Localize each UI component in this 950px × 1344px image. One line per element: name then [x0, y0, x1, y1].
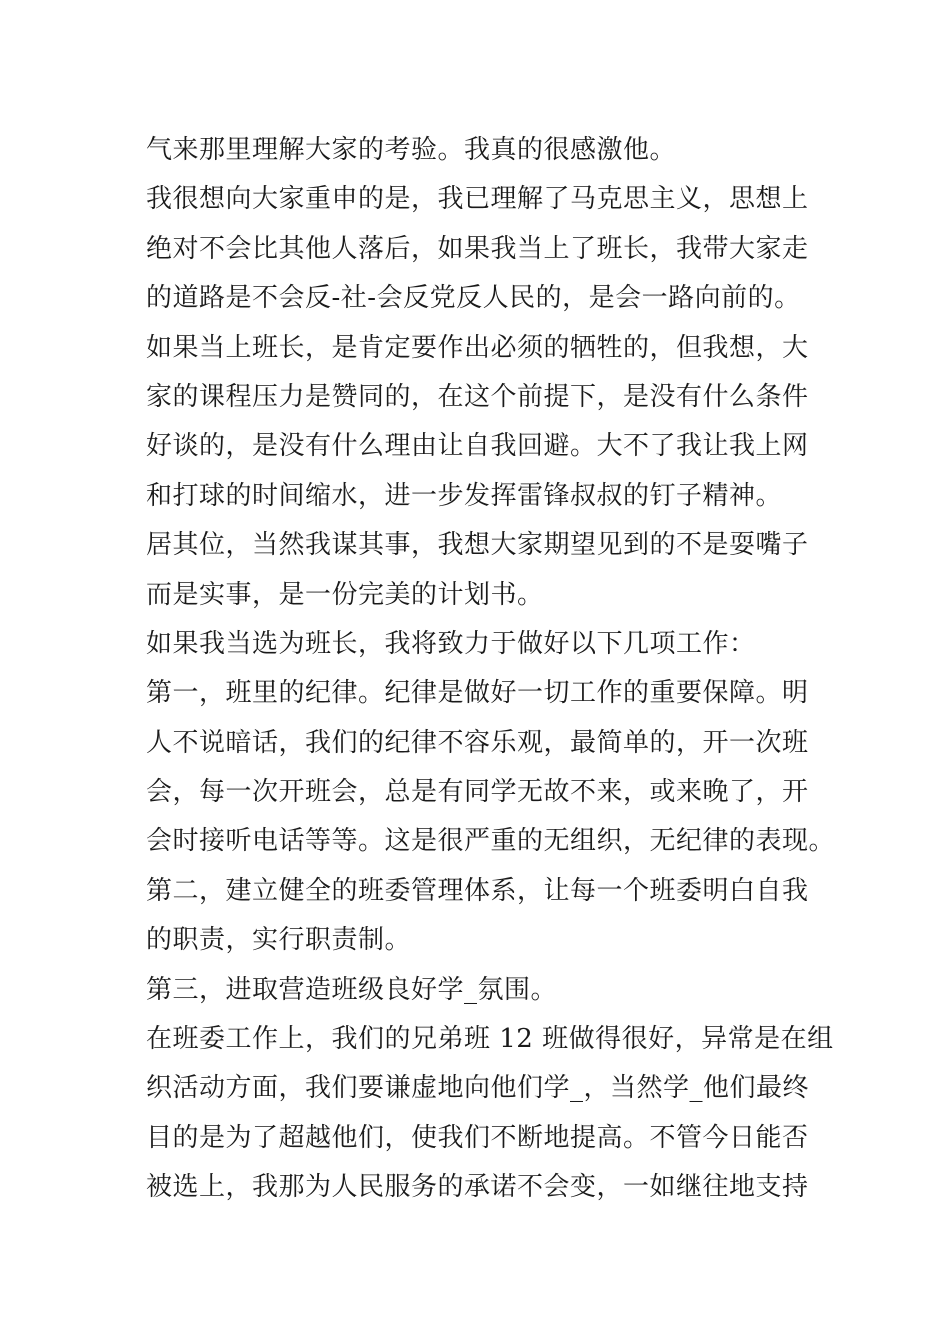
text-line: 的道路是不会反-社-会反党反人民的，是会一路向前的。 — [146, 283, 801, 314]
text-line: 的职责，实行职责制。 — [146, 925, 412, 956]
text-line: 会时接听电话等等。这是很严重的无组织，无纪律的表现。 — [146, 826, 836, 857]
text-line: 在班委工作上，我们的兄弟班 12 班做得很好，异常是在组 — [146, 1024, 834, 1055]
text-line: 目的是为了超越他们，使我们不断地提高。不管今日能否 — [146, 1122, 809, 1153]
text-line: 会，每一次开班会，总是有同学无故不来，或来晚了，开 — [146, 777, 809, 808]
text-line: 如果当上班长，是肯定要作出必须的牺牲的，但我想，大 — [146, 332, 809, 363]
text-line: 气来那里理解大家的考验。我真的很感激他。 — [146, 135, 677, 165]
text-line: 第三，进取营造班级良好学_氛围。 — [146, 974, 558, 1005]
text-line: 家的课程压力是赞同的，在这个前提下，是没有什么条件 — [146, 381, 809, 412]
text-line: 而是实事，是一份完美的计划书。 — [146, 579, 544, 610]
text-line: 居其位，当然我谋其事，我想大家期望见到的不是耍嘴子 — [146, 530, 809, 561]
text-line: 我很想向大家重申的是，我已理解了马克思主义，思想上 — [146, 184, 809, 215]
text-line: 被选上，我那为人民服务的承诺不会变，一如继往地支持 — [146, 1172, 809, 1203]
text-line: 如果我当选为班长，我将致力于做好以下几项工作： — [146, 628, 756, 659]
text-line: 绝对不会比其他人落后，如果我当上了班长，我带大家走 — [146, 233, 809, 264]
text-line: 织活动方面，我们要谦虚地向他们学_，当然学_他们最终 — [146, 1073, 810, 1104]
text-line: 好谈的，是没有什么理由让自我回避。大不了我让我上网 — [146, 431, 809, 462]
text-line: 人不说暗话，我们的纪律不容乐观，最简单的，开一次班 — [146, 727, 809, 758]
text-line: 和打球的时间缩水，进一步发挥雷锋叔叔的钉子精神。 — [146, 480, 783, 511]
document-body — [146, 126, 836, 1213]
text-line: 第二，建立健全的班委管理体系，让每一个班委明白自我 — [146, 875, 809, 906]
text-line: 第一，班里的纪律。纪律是做好一切工作的重要保障。明 — [146, 678, 809, 709]
